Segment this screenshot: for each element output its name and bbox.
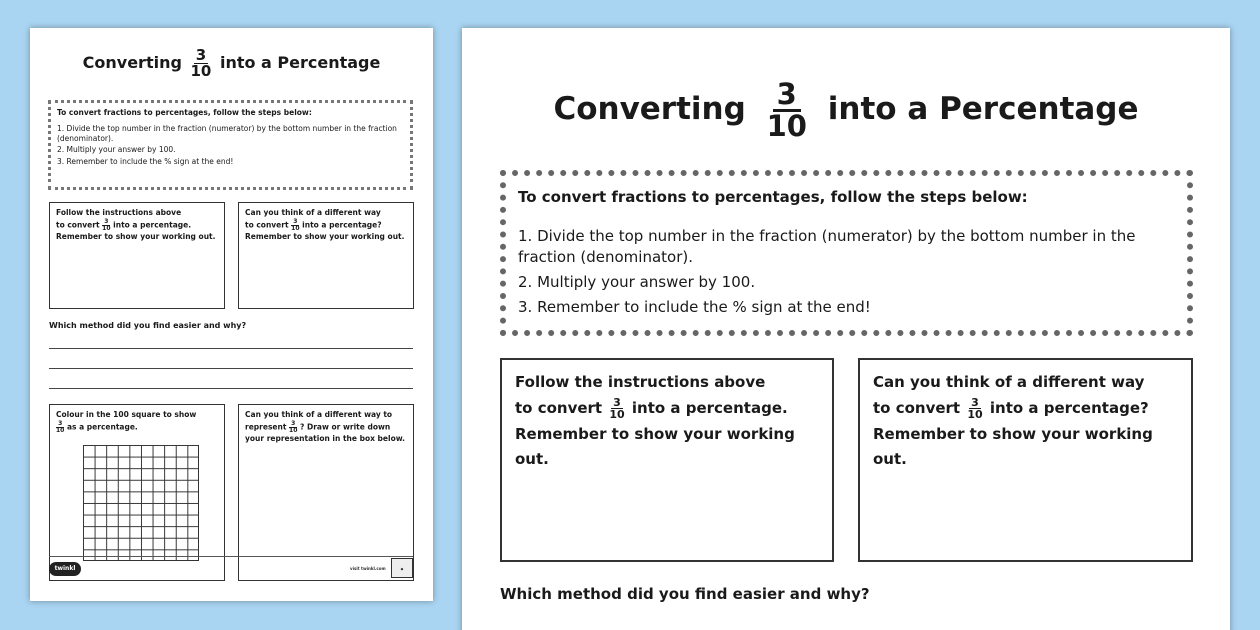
fraction-denominator: 10 [289,426,298,434]
fraction-numerator: 3 [58,419,63,427]
fraction-denominator: 10 [609,407,625,421]
box-line: Remember to show your working out. [245,231,405,241]
fraction-numerator: 3 [293,217,298,225]
step-3: 3. Remember to include the % sign at the end! [57,156,234,166]
inline-fraction [967,397,982,420]
box-text: to convert [873,398,961,417]
steps-box [48,100,413,190]
box-line [873,396,1178,422]
box-text: into a percentage? [989,398,1149,417]
badge-icon: ◆ [391,558,413,578]
fraction-numerator: 3 [613,395,621,409]
inline-fraction [56,421,64,434]
box-text: into a percentage. [631,398,788,417]
instructions-box [49,202,225,309]
fraction-numerator: 3 [971,395,979,409]
fraction-denominator: 10 [967,407,983,421]
box-text: into a percentage? [302,220,382,230]
box-line: Remember to show your working out. [515,424,795,469]
fraction-numerator: 3 [291,419,296,427]
box-line: Remember to show your working out. [873,424,1153,469]
footer-url: visit twinkl.com [350,566,386,571]
reflection-question: Which method did you find easier and why? [500,585,870,603]
footer-divider [49,556,413,557]
twinkl-logo: twinkl [49,562,81,576]
box-text: ? Draw or write down [300,422,391,432]
title-fraction [766,77,807,143]
instructions-box[interactable] [500,358,834,562]
answer-line[interactable] [49,388,413,389]
different-way-box [238,202,414,309]
box-line: your representation in the box below. [245,433,406,443]
box-line [515,396,819,422]
inline-fraction [102,219,110,232]
box-text: to convert [56,220,100,230]
box-line: Follow the instructions above [515,373,766,391]
fraction-denominator: 10 [102,224,111,232]
fraction-numerator: 3 [195,46,207,64]
fraction-numerator: 3 [773,80,801,112]
answer-line[interactable] [49,368,413,369]
answer-line[interactable] [49,348,413,349]
worksheet-zoomed [462,28,1230,630]
step-2: 2. Multiply your answer by 100. [518,273,756,291]
box-text: as a percentage. [66,422,138,432]
steps-heading: To convert fractions to percentages, follow the steps below: [57,108,312,117]
worksheet-thumbnail [30,28,433,601]
step-1: 1. Divide the top number in the fraction (numerator) by the bottom number in the fraction (denominator). [57,124,397,143]
fraction-denominator: 10 [190,62,212,80]
thumbnail-title [30,48,433,79]
reflection-question: Which method did you find easier and why? [49,321,247,330]
step-3: 3. Remember to include the % sign at the end! [518,298,871,316]
title-text-before: Converting [553,91,746,127]
box-text: represent [245,422,287,432]
box-line: Follow the instructions above [56,208,182,217]
box-text: to convert [515,398,603,417]
box-line: Can you think of a different way [245,208,381,217]
hundred-square-grid[interactable] [83,445,199,561]
page-title [462,77,1230,143]
fraction-denominator: 10 [291,224,300,232]
title-text-before: Converting [82,53,182,72]
hundred-square-box [49,404,225,581]
box-line [245,421,407,434]
box-line: Can you think of a different way [873,373,1145,391]
title-text-after: into a Percentage [219,53,381,72]
box-line [56,219,218,232]
steps-heading: To convert fractions to percentages, follow the steps below: [518,188,1028,206]
box-line: Can you think of a different way to [245,410,393,419]
step-1: 1. Divide the top number in the fraction (numerator) by the bottom number in the fraction (denominator). [518,227,1136,266]
inline-fraction [609,397,624,420]
fraction-numerator: 3 [104,217,109,225]
box-line [245,219,407,232]
representation-box [238,404,414,581]
different-way-box[interactable] [858,358,1193,562]
title-fraction [191,48,212,79]
fraction-denominator: 10 [766,109,807,143]
step-2: 2. Multiply your answer by 100. [57,145,176,155]
box-line: Colour in the 100 square to show [56,410,197,419]
box-line: Remember to show your working out. [56,231,216,241]
box-text: into a percentage. [113,220,192,230]
box-text: to convert [245,220,289,230]
inline-fraction [291,219,299,232]
steps-box [500,170,1193,336]
box-line [56,421,218,434]
fraction-denominator: 10 [56,426,65,434]
inline-fraction [289,421,297,434]
title-text-after: into a Percentage [827,91,1139,127]
